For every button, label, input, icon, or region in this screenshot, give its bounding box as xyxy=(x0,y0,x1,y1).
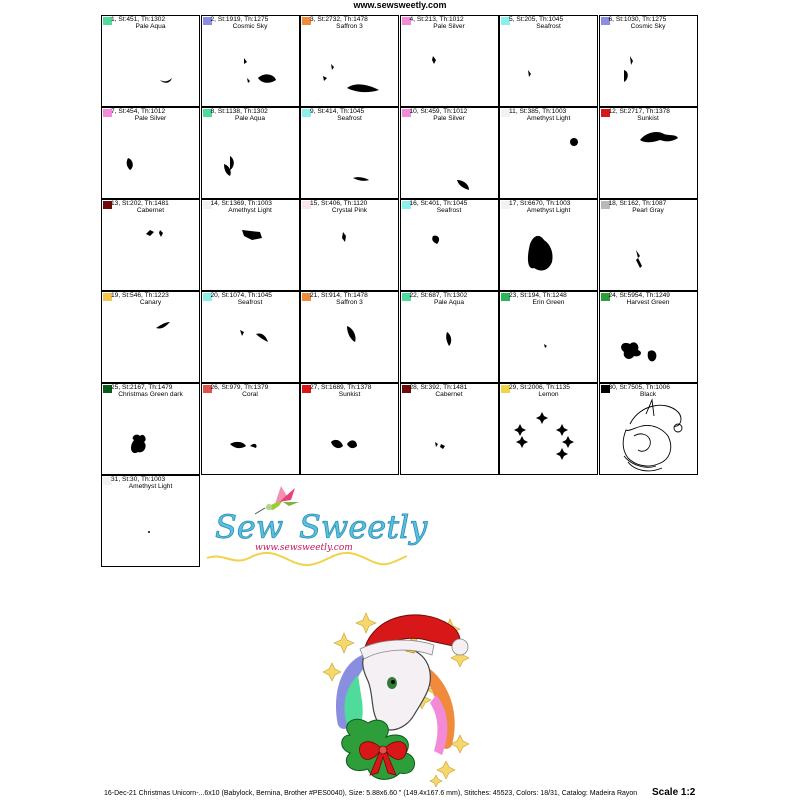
thread-name: Saffron 3 xyxy=(336,299,363,306)
thread-name: Pale Aqua xyxy=(135,23,166,30)
stitch-info: 9, St:414, Th:1045 xyxy=(310,108,365,115)
color-stop-cell xyxy=(300,383,399,475)
thread-name: Pale Silver xyxy=(433,115,465,122)
thread-name: Amethyst Light xyxy=(526,115,571,122)
brand-url: www.sewsweetly.com xyxy=(255,543,353,553)
stitch-silhouette xyxy=(600,292,699,384)
stitch-silhouette xyxy=(500,16,599,108)
stitch-info: 23, St:194, Th:1248 xyxy=(509,292,567,299)
color-stop-cell xyxy=(400,199,499,291)
thread-name: Sunkist xyxy=(338,391,361,398)
thread-name: Canary xyxy=(139,299,162,306)
color-stop-cell xyxy=(300,107,399,199)
color-stop-cell xyxy=(499,107,598,199)
stitch-silhouette xyxy=(600,200,699,292)
brand-name: Sew xyxy=(215,508,284,546)
thread-name: Christmas Green dark xyxy=(118,391,183,398)
scale-label: Scale 1:2 xyxy=(652,787,696,798)
color-stop-cell xyxy=(499,383,598,475)
stitch-silhouette xyxy=(500,292,599,384)
stitch-info: 21, St:914, Th:1478 xyxy=(310,292,368,299)
stitch-silhouette xyxy=(102,292,201,384)
stitch-info: 29, St:2006, Th:1135 xyxy=(509,384,570,391)
stitch-silhouette xyxy=(202,16,301,108)
stitch-silhouette xyxy=(301,200,400,292)
stitch-info: 8, St:1138, Th:1302 xyxy=(210,108,268,115)
thread-name: Cosmic Sky xyxy=(232,23,268,30)
stitch-silhouette xyxy=(401,200,500,292)
color-stop-cell xyxy=(599,15,698,107)
color-stop-cell xyxy=(101,15,200,107)
stitch-info: 13, St:202, Th:1481 xyxy=(111,200,169,207)
thread-name: Coral xyxy=(242,391,258,398)
stitch-info: 16, St:401, Th:1045 xyxy=(409,200,468,207)
site-url: www.sewsweetly.com xyxy=(353,0,447,10)
stitch-info: 20, St:1074, Th:1045 xyxy=(210,292,272,299)
design-info-footer: 16-Dec-21 Christmas Unicorn-...6x10 (Babylock, Bernina, Brother #PES0040), Size: 5.88x6.60 " (149.4x167.6 mm), Stitches: 45523, Colors: 18/31, Catalog: Madeira Rayon xyxy=(104,790,638,797)
stitch-silhouette xyxy=(102,108,201,200)
thread-name: Amethyst Light xyxy=(128,483,173,490)
stitch-silhouette xyxy=(301,384,400,476)
stitch-info: 6, St:1030, Th:1275 xyxy=(608,16,667,23)
stitch-silhouette xyxy=(500,108,599,200)
stitch-silhouette xyxy=(500,200,599,292)
color-stop-cell xyxy=(400,15,499,107)
stitch-silhouette xyxy=(600,384,699,476)
color-stop-cell xyxy=(101,383,200,475)
holly-bow xyxy=(342,719,415,779)
stitch-info: 12, St:2717, Th:1378 xyxy=(608,108,670,115)
color-stop-cell xyxy=(201,107,300,199)
thread-name: Saffron 3 xyxy=(336,23,363,30)
flourish-decoration xyxy=(207,553,407,565)
stitch-silhouette xyxy=(401,108,500,200)
stitch-silhouette xyxy=(202,384,301,476)
stitch-silhouette xyxy=(401,384,500,476)
thread-name: Pearl Gray xyxy=(632,207,664,214)
stitch-silhouette xyxy=(301,292,400,384)
stitch-info: 14, St:1369, Th:1003 xyxy=(210,200,272,207)
svg-text:Sweetly: Sweetly xyxy=(299,508,428,546)
stitch-info: 24, St:5954, Th:1249 xyxy=(608,292,670,299)
stitch-silhouette xyxy=(102,476,201,568)
color-stop-cell xyxy=(201,199,300,291)
stitch-info: 30, St:7505, Th:1006 xyxy=(608,384,670,391)
thread-name: Pale Aqua xyxy=(433,299,465,306)
thread-name: Cosmic Sky xyxy=(630,23,666,30)
thread-name: Pale Aqua xyxy=(234,115,266,122)
thread-name: Seafrost xyxy=(436,207,462,214)
thread-name: Lemon xyxy=(538,391,559,398)
brand-logo xyxy=(203,480,428,580)
stitch-info: 3, St:2732, Th:1478 xyxy=(310,16,368,23)
color-stop-cell xyxy=(101,291,200,383)
thread-name: Seafrost xyxy=(536,23,561,30)
stitch-silhouette xyxy=(500,384,599,476)
stitch-info: 19, St:546, Th:1223 xyxy=(111,292,169,299)
stitch-info: 28, St:392, Th:1481 xyxy=(409,384,468,391)
thread-name: Harvest Green xyxy=(626,299,670,306)
thread-name: Amethyst Light xyxy=(526,207,571,214)
color-stop-cell xyxy=(599,291,698,383)
stitch-silhouette xyxy=(102,384,201,476)
thread-name: Seafrost xyxy=(337,115,362,122)
stitch-silhouette xyxy=(301,108,400,200)
stitch-info: 7, St:454, Th:1012 xyxy=(111,108,166,115)
color-stop-cell xyxy=(300,199,399,291)
color-stop-cell xyxy=(499,15,598,107)
color-stop-cell xyxy=(400,291,499,383)
stitch-silhouette xyxy=(301,16,400,108)
thread-name: Black xyxy=(639,391,657,398)
stitch-silhouette xyxy=(600,16,699,108)
thread-name: Sunkist xyxy=(637,115,659,122)
color-stop-cell xyxy=(599,199,698,291)
stitch-info: 15, St:406, Th:1120 xyxy=(310,200,368,207)
stitch-info: 10, St:459, Th:1012 xyxy=(409,108,468,115)
design-preview xyxy=(310,585,490,785)
color-stop-cell xyxy=(599,383,698,475)
color-stop-cell xyxy=(599,107,698,199)
thread-name: Amethyst Light xyxy=(228,207,272,214)
stitch-silhouette xyxy=(102,200,201,292)
stitch-silhouette xyxy=(102,16,201,108)
color-stop-cell xyxy=(101,475,200,567)
stitch-silhouette xyxy=(202,108,301,200)
stitch-silhouette xyxy=(202,200,301,292)
color-stop-cell xyxy=(400,383,499,475)
stitch-info: 26, St:979, Th:1379 xyxy=(210,384,269,391)
thread-name: Cabernet xyxy=(435,391,463,398)
color-stop-cell xyxy=(101,107,200,199)
stitch-silhouette xyxy=(202,292,301,384)
thread-name: Crystal Pink xyxy=(331,207,368,214)
stitch-info: 4, St:213, Th:1012 xyxy=(409,16,464,23)
stitch-info: 5, St:205, Th:1045 xyxy=(509,16,564,23)
stitch-info: 18, St:162, Th:1087 xyxy=(608,200,667,207)
stitch-silhouette xyxy=(401,16,500,108)
color-stop-cell xyxy=(300,15,399,107)
thread-name: Pale Silver xyxy=(433,23,465,30)
stitch-info: 17, St:6670, Th:1003 xyxy=(509,200,571,207)
stitch-silhouette xyxy=(401,292,500,384)
color-stop-cell xyxy=(400,107,499,199)
color-stop-cell xyxy=(201,383,300,475)
thread-name: Erin Green xyxy=(532,299,565,306)
stitch-info: 27, St:1689, Th:1378 xyxy=(310,384,372,391)
stitch-silhouette xyxy=(600,108,699,200)
color-stop-cell xyxy=(499,291,598,383)
color-stop-cell xyxy=(499,199,598,291)
stitch-info: 22, St:687, Th:1302 xyxy=(409,292,468,299)
color-stop-cell xyxy=(300,291,399,383)
color-stop-cell xyxy=(101,199,200,291)
color-stop-cell xyxy=(201,291,300,383)
stitch-info: 1, St:451, Th:1302 xyxy=(111,16,166,23)
stitch-info: 11, St:385, Th:1003 xyxy=(509,108,567,115)
thread-name: Seafrost xyxy=(237,299,263,306)
color-stop-cell xyxy=(201,15,300,107)
stitch-info: 2, St:1919, Th:1275 xyxy=(210,16,269,23)
thread-name: Cabernet xyxy=(136,207,165,214)
thread-name: Pale Silver xyxy=(134,115,167,122)
stitch-info: 31, St:30, Th:1003 xyxy=(111,476,166,483)
stitch-info: 25, St:2167, Th:1479 xyxy=(111,384,173,391)
